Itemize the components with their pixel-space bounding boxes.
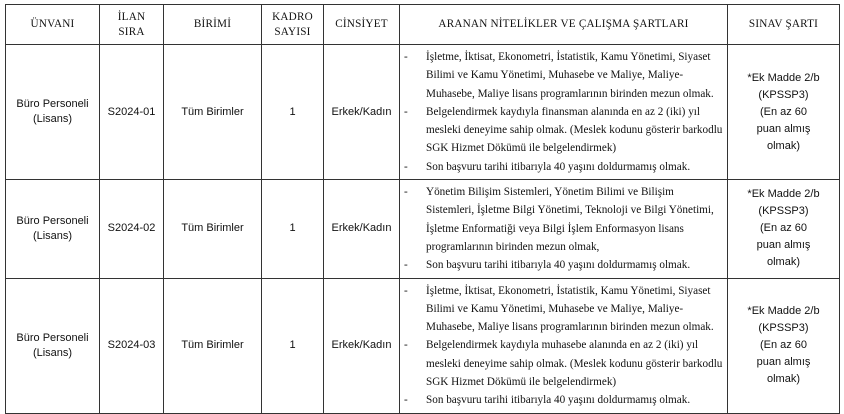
cell-sinav-sarti: *Ek Madde 2/b (KPSSP3) (En az 60 puan almış olmak) — [728, 45, 840, 180]
qualification-item: - İşletme, İktisat, Ekonometri, İstatistik, Kamu Yönetimi, Siyaset Bilimi ve Kamu Yönetimi, Muhasebe ve Maliye, Maliye-Muhasebe, Maliye lisans programlarının birinden mezun olmak. — [404, 284, 714, 334]
cell-cinsiyet: Erkek/Kadın — [324, 278, 400, 413]
table-row — [6, 278, 840, 413]
cell-kadro: 1 — [262, 278, 324, 413]
cell-ilan-sira: S2024-02 — [100, 180, 164, 278]
job-positions-table — [5, 4, 840, 414]
cell-sinav-sarti: *Ek Madde 2/b (KPSSP3) (En az 60 puan almış olmak) — [728, 180, 840, 278]
header-birimi: BİRİMİ — [164, 5, 262, 45]
cell-ilan-sira: S2024-03 — [100, 278, 164, 413]
cell-nitelikler — [400, 45, 728, 180]
cell-sinav-sarti: *Ek Madde 2/b (KPSSP3) (En az 60 puan almış olmak) — [728, 278, 840, 413]
header-kadro-sayisi: KADRO SAYISI — [262, 5, 324, 45]
cell-kadro: 1 — [262, 180, 324, 278]
header-nitelikler: ARANAN NİTELİKLER VE ÇALIŞMA ŞARTLARI — [400, 5, 728, 45]
cell-nitelikler — [400, 180, 728, 278]
cell-birimi: Tüm Birimler — [164, 278, 262, 413]
qualification-item: - Son başvuru tarihi itibarıyla 40 yaşını doldurmamış olmak. — [404, 259, 691, 272]
cell-kadro: 1 — [262, 45, 324, 180]
table-row — [6, 180, 840, 278]
cell-cinsiyet: Erkek/Kadın — [324, 45, 400, 180]
cell-birimi: Tüm Birimler — [164, 45, 262, 180]
header-ilan-sira: İLAN SIRA — [100, 5, 164, 45]
table-header-row — [6, 5, 840, 45]
cell-ilan-sira: S2024-01 — [100, 45, 164, 180]
cell-unvani: Büro Personeli (Lisans) — [6, 180, 100, 278]
qualification-item: - Yönetim Bilişim Sistemleri, Yönetim Bilimi ve Bilişim Sistemleri, İşletme Bilgi Yönetimi, Teknoloji ve Bilgi Yönetimi, İşletme Enformatiği veya Bilgi İşlem Enformasyon lisans programlarının birinden mezun olmak, — [404, 186, 714, 253]
document-page — [5, 4, 840, 414]
header-cinsiyet: CİNSİYET — [324, 5, 400, 45]
cell-unvani: Büro Personeli (Lisans) — [6, 45, 100, 180]
header-unvani: ÜNVANI — [6, 5, 100, 45]
cell-birimi: Tüm Birimler — [164, 180, 262, 278]
qualification-item: - Son başvuru tarihi itibarıyla 40 yaşını doldurmamış olmak. — [404, 394, 691, 407]
table-row — [6, 45, 840, 180]
cell-unvani: Büro Personeli (Lisans) — [6, 278, 100, 413]
cell-cinsiyet: Erkek/Kadın — [324, 180, 400, 278]
cell-nitelikler — [400, 278, 728, 413]
qualification-item: - Son başvuru tarihi itibarıyla 40 yaşını doldurmamış olmak. — [404, 160, 691, 173]
header-sinav-sarti: SINAV ŞARTI — [728, 5, 840, 45]
qualification-item: - Belgelendirmek kaydıyla muhasebe alanında en az 2 (iki) yıl mesleki deneyime sahip olmak. (Meslek kodunu gösterir barkodlu SGK Hizmet Dökümü ile belgelendirmek) — [404, 339, 723, 389]
qualification-item: - İşletme, İktisat, Ekonometri, İstatistik, Kamu Yönetimi, Siyaset Bilimi ve Kamu Yönetimi, Muhasebe ve Maliye, Maliye-Muhasebe, Maliye lisans programlarının birinden mezun olmak. — [404, 51, 714, 100]
qualification-item: - Belgelendirmek kaydıyla finansman alanında en az 2 (iki) yıl mesleki deneyime sahip olmak. (Meslek kodunu gösterir barkodlu SGK Hizmet Dökümü ile belgelendirmek) — [404, 105, 723, 155]
